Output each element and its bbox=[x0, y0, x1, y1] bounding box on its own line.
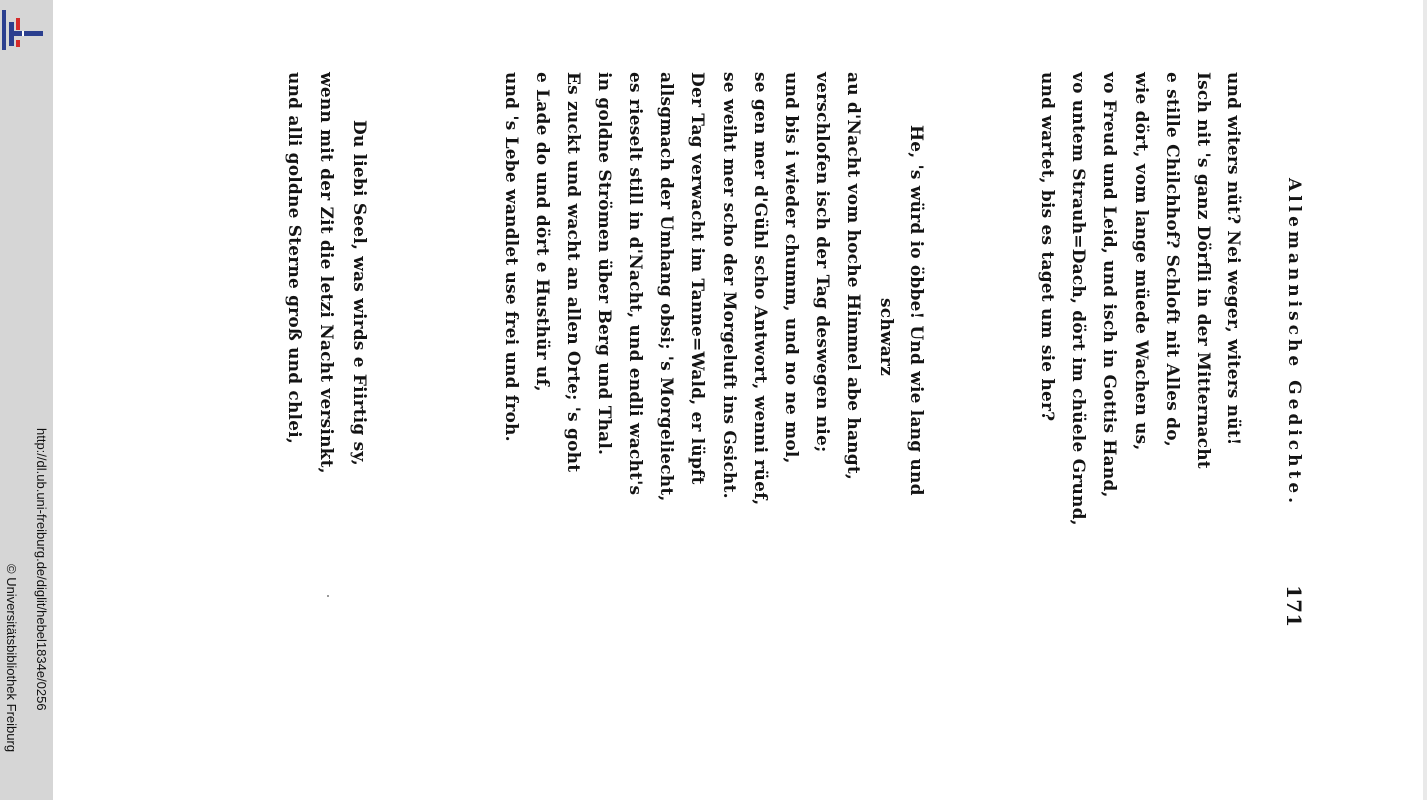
page-header-title: Allemannische Gedichte. bbox=[1284, 178, 1304, 508]
copyright-text: © Universitätsbibliothek Freiburg bbox=[4, 564, 19, 753]
text-line: wenn mit der Zit die letzi Nacht versinkt, bbox=[316, 72, 336, 474]
text-line: und alli goldne Sterne groß und chlei, bbox=[284, 72, 304, 444]
text-line: se weiht mer scho der Morgeluft ins Gsicht. bbox=[719, 72, 739, 499]
text-line: allsgmach der Umhang obsi; 's Morgeliecht, bbox=[656, 72, 676, 502]
text-line: und bis i wieder chumm, und no ne mol, bbox=[781, 72, 801, 464]
page-number: 171 bbox=[1282, 585, 1306, 628]
library-logo-icon[interactable] bbox=[2, 10, 46, 50]
text-line: Isch nit 's ganz Dörfli in der Mitternacht bbox=[1193, 72, 1213, 469]
text-line: in goldne Strömen über Berg und Thal. bbox=[594, 72, 614, 456]
text-line: Der Tag verwacht im Tanne=Wald, er lüpft bbox=[687, 72, 707, 485]
text-line: und witers nüt? Nei weger, witers nüt! bbox=[1223, 72, 1243, 446]
left-sidebar bbox=[0, 0, 53, 800]
text-line: Es zuckt und wacht an allen Orte; 's goht bbox=[563, 72, 583, 473]
text-line: se gen mer d'Gühl scho Antwort, wenni rüef, bbox=[750, 72, 770, 506]
text-line: und wartet, bis es taget um sie her? bbox=[1037, 72, 1057, 422]
text-line: Du liebi Seel, was wirds e Fiirtig sy, bbox=[349, 120, 369, 466]
text-line: vo untem Strauh=Dach, dört im chüele Grund, bbox=[1068, 72, 1088, 526]
paper-speck bbox=[327, 595, 329, 597]
text-line: es rieselt still in d'Nacht, und endli wacht's bbox=[625, 72, 645, 496]
text-line: vo Freud und Leid, und isch in Gottis Hand, bbox=[1099, 72, 1119, 498]
text-line: verschlofen isch der Tag deswegen nie; bbox=[812, 72, 832, 453]
text-line: He, 's würd io öbbe! Und wie lang und bbox=[906, 125, 926, 496]
scanned-page bbox=[53, 0, 1423, 800]
text-line: e Lade do und dört e Husthür uf, bbox=[532, 72, 552, 392]
text-line: wie dört, vom lange müede Wachen us, bbox=[1131, 72, 1151, 451]
text-line: und 's Lebe wandlet use frei und froh. bbox=[501, 72, 521, 442]
text-line: e stille Chilchhof? Schloft nit Alles do, bbox=[1162, 72, 1182, 447]
page-edge bbox=[1423, 0, 1427, 800]
source-url-text: http://dl.ub.uni-freiburg.de/diglit/hebel1834e/0256 bbox=[34, 428, 49, 711]
text-line: schwarz bbox=[876, 298, 896, 376]
text-line: au d'Nacht vom hoche Himmel abe hangt, bbox=[843, 72, 863, 481]
